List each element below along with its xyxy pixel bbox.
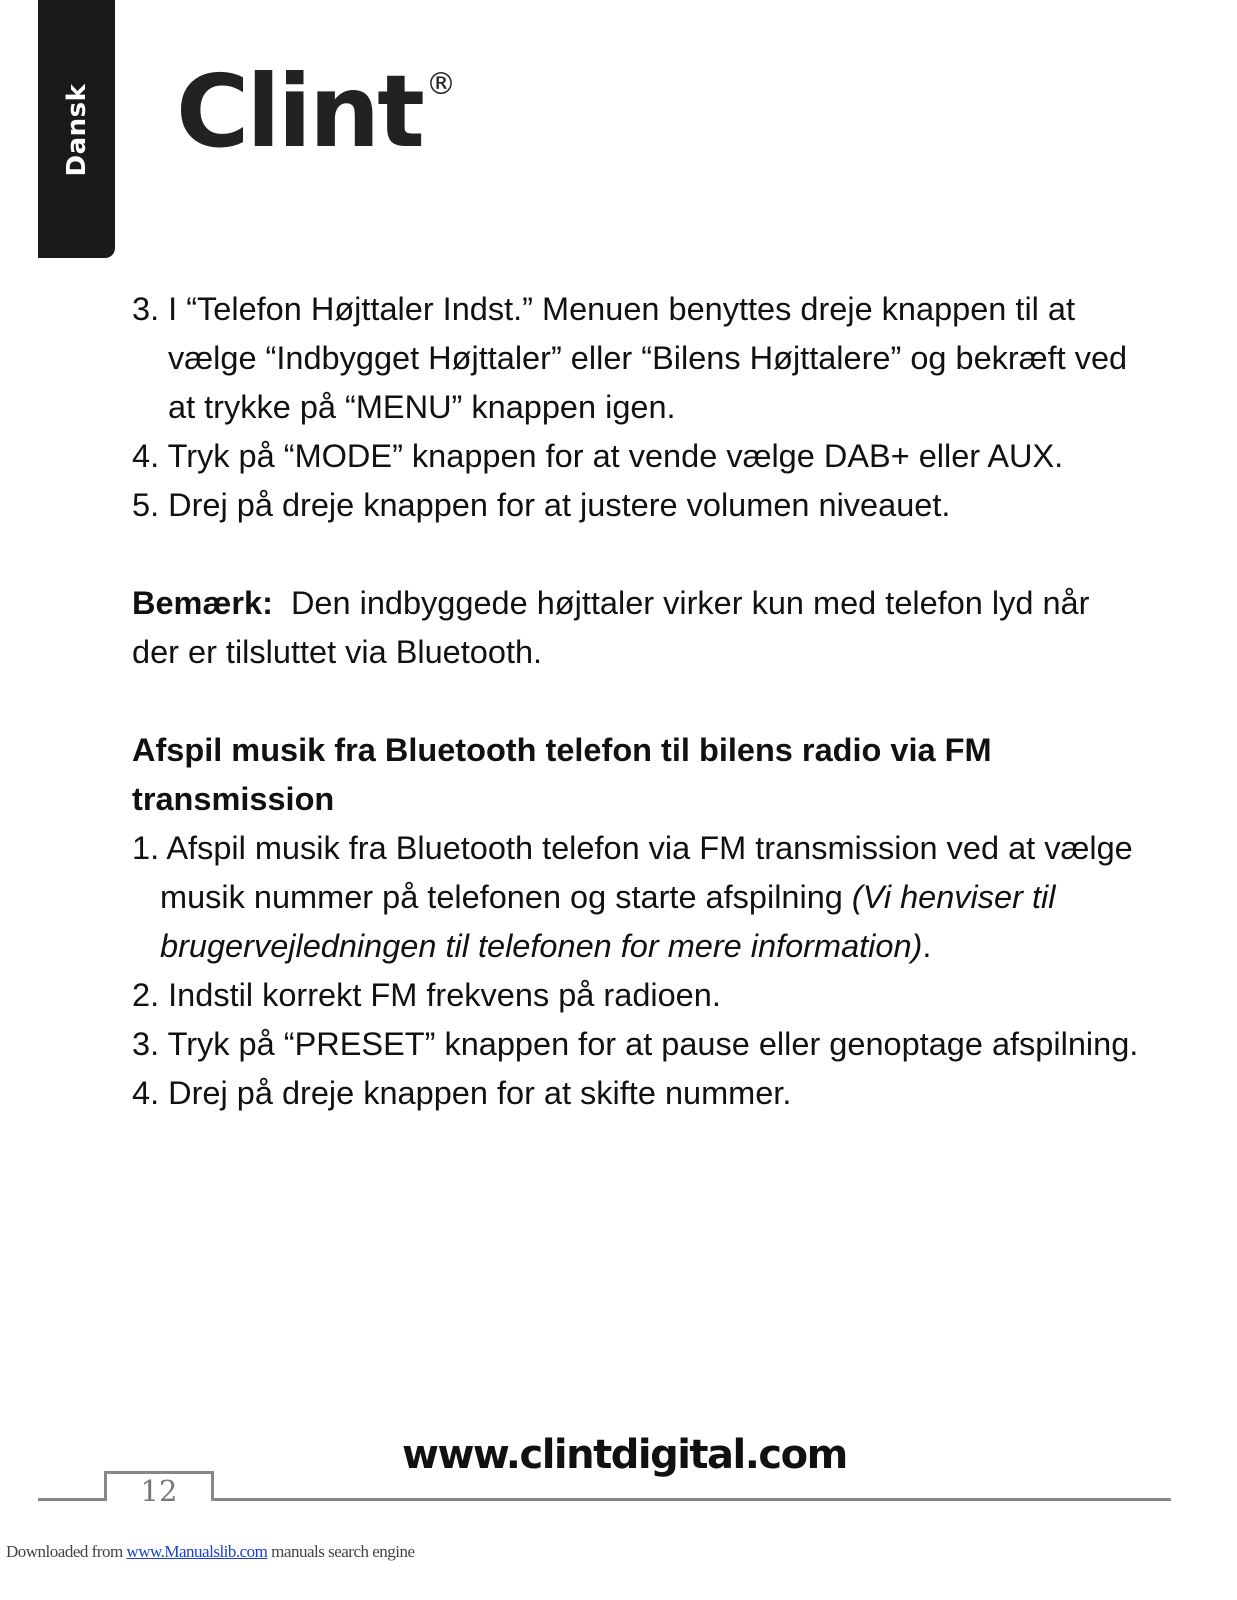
item-number: 1.: [132, 830, 160, 866]
item-text: Drej på dreje knappen for at justere volumen niveauet.: [168, 487, 951, 523]
item-text: Afspil musik fra Bluetooth telefon via FM transmission ved at vælge musik nummer på telefonen og starte afspilning: [160, 830, 1133, 915]
item-number: 4.: [132, 1075, 160, 1111]
list-item: [132, 481, 1142, 530]
item-note-italic: (Vi henviser til brugervejledningen til telefonen for mere information): [160, 879, 1056, 964]
list-item: [132, 285, 1142, 432]
item-text: I “Telefon Højttaler Indst.” Menuen benyttes dreje knappen til at vælge “Indbygget Højttaler” eller “Bilens Højttalere” og bekræft ved at trykke på “MENU” knappen igen.: [168, 291, 1128, 425]
item-end: .: [922, 928, 932, 964]
language-tab: [38, 0, 115, 258]
item-text: Tryk på “MODE” knappen for at vende vælge DAB+ eller AUX.: [167, 438, 1064, 474]
item-number: 3.: [132, 1026, 160, 1062]
section-heading: Afspil musik fra Bluetooth telefon til bilens radio via FM transmission: [132, 732, 992, 817]
item-number: 2.: [132, 977, 160, 1013]
item-number: 3.: [132, 291, 160, 327]
download-notice: [6, 1542, 415, 1562]
page-number: 12: [140, 1474, 178, 1508]
list-item: [132, 971, 1142, 1020]
download-prefix: Downloaded from: [6, 1542, 123, 1561]
language-label: Dansk: [61, 83, 92, 177]
note-label: Bemærk:: [132, 585, 273, 621]
website-url: www.clintdigital.com: [402, 1432, 847, 1478]
note-text: Den indbyggede højttaler virker kun med telefon lyd når der er tilsluttet via Bluetooth.: [132, 585, 1090, 670]
item-text: Drej på dreje knappen for at skifte nummer.: [168, 1075, 792, 1111]
item-number: 4.: [132, 438, 160, 474]
item-text: Tryk på “PRESET” knappen for at pause eller genoptage afspilning.: [167, 1026, 1139, 1062]
manualslib-link[interactable]: www.Manualslib.com: [126, 1542, 268, 1561]
download-suffix: manuals search engine: [267, 1542, 415, 1561]
brand-logo: [176, 53, 456, 170]
registered-mark: ®: [425, 67, 456, 102]
manual-content: [132, 285, 1142, 1118]
logo-text: Clint: [176, 53, 422, 170]
list-item: [132, 1020, 1142, 1069]
item-text: Indstil korrekt FM frekvens på radioen.: [168, 977, 721, 1013]
list-item: [132, 1069, 1142, 1118]
item-number: 5.: [132, 487, 160, 523]
list-item: [132, 824, 1142, 971]
list-item: [132, 432, 1142, 481]
note-paragraph: [132, 579, 1142, 677]
